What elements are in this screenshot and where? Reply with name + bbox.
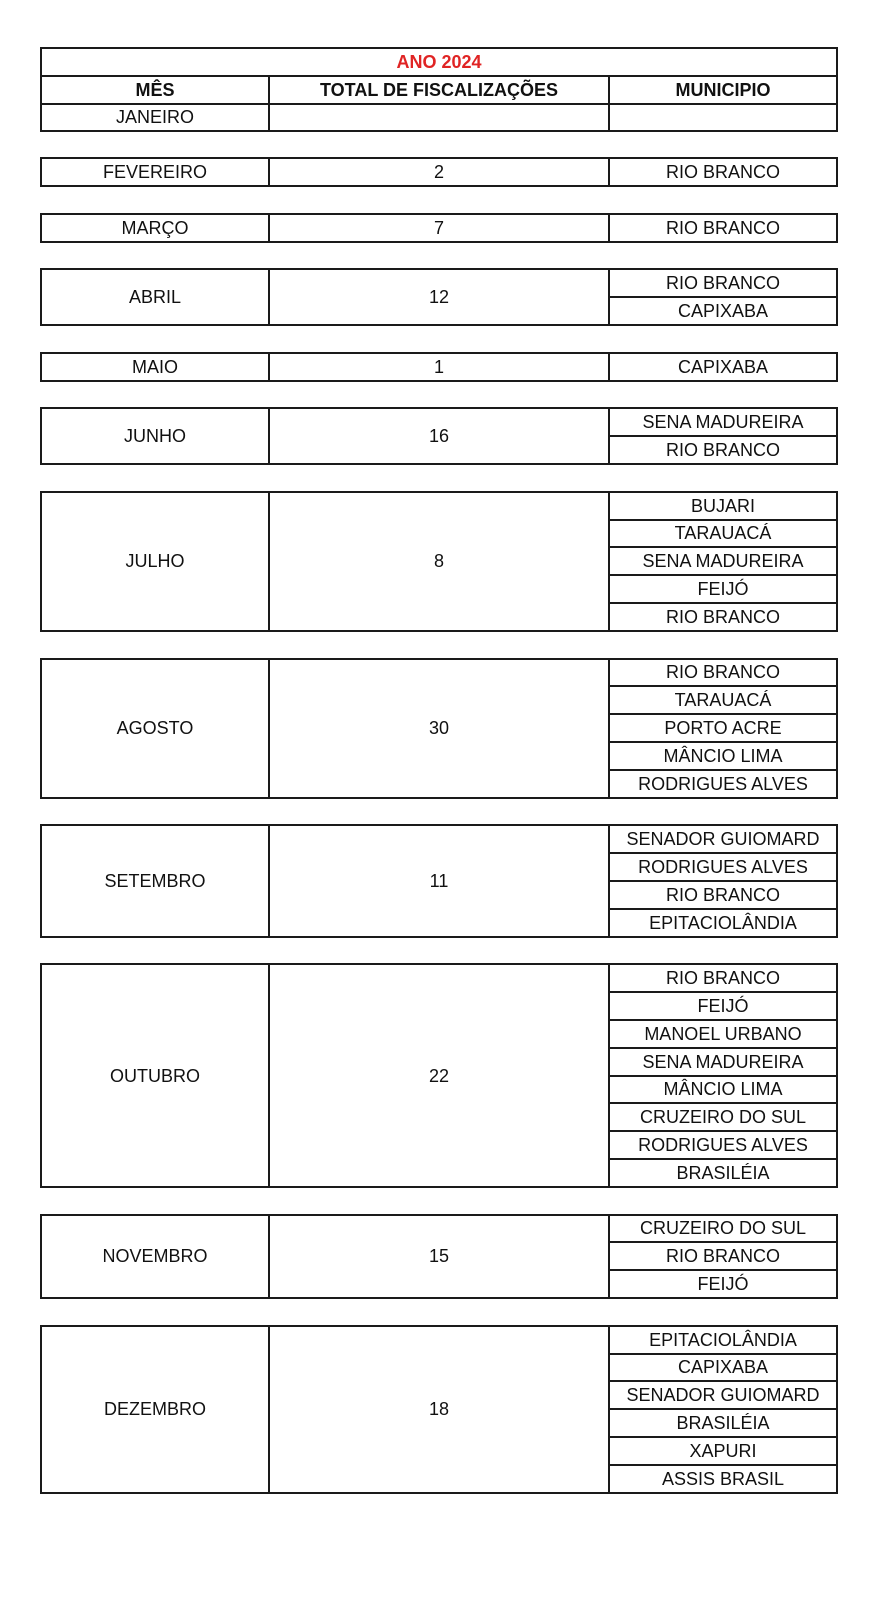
municipality-cell: TARAUACÁ	[608, 519, 838, 549]
municipality-cell: CAPIXABA	[608, 296, 838, 326]
municipality-cell: PORTO ACRE	[608, 713, 838, 743]
municipality-cell: EPITACIOLÂNDIA	[608, 908, 838, 938]
month-cell: MARÇO	[40, 213, 270, 243]
month-cell: OUTUBRO	[40, 963, 270, 1187]
municipality-cell: ASSIS BRASIL	[608, 1464, 838, 1494]
month-cell: ABRIL	[40, 268, 270, 326]
header-total: TOTAL DE FISCALIZAÇÕES	[268, 75, 610, 105]
municipality-cell: RIO BRANCO	[608, 602, 838, 632]
municipality-cell: RIO BRANCO	[608, 213, 838, 243]
month-cell: MAIO	[40, 352, 270, 382]
total-cell: 7	[268, 213, 610, 243]
municipality-cell	[608, 103, 838, 133]
total-cell: 22	[268, 963, 610, 1187]
table-title: ANO 2024	[40, 47, 838, 77]
month-cell: JUNHO	[40, 407, 270, 465]
municipality-cell: RIO BRANCO	[608, 1241, 838, 1271]
municipality-cell: CAPIXABA	[608, 352, 838, 382]
municipality-cell: RIO BRANCO	[608, 658, 838, 688]
month-cell: NOVEMBRO	[40, 1214, 270, 1299]
header-month: MÊS	[40, 75, 270, 105]
municipality-cell: MANOEL URBANO	[608, 1019, 838, 1049]
municipality-cell: SENADOR GUIOMARD	[608, 824, 838, 854]
municipality-cell: FEIJÓ	[608, 574, 838, 604]
municipality-cell: RODRIGUES ALVES	[608, 1130, 838, 1160]
municipality-cell: XAPURI	[608, 1436, 838, 1466]
total-cell	[268, 103, 610, 133]
header-municipality: MUNICIPIO	[608, 75, 838, 105]
municipality-cell: FEIJÓ	[608, 1269, 838, 1299]
municipality-cell: SENA MADUREIRA	[608, 546, 838, 576]
municipality-cell: CRUZEIRO DO SUL	[608, 1214, 838, 1244]
municipality-cell: EPITACIOLÂNDIA	[608, 1325, 838, 1355]
month-cell: SETEMBRO	[40, 824, 270, 937]
total-cell: 12	[268, 268, 610, 326]
municipality-cell: RIO BRANCO	[608, 435, 838, 465]
month-cell: AGOSTO	[40, 658, 270, 799]
municipality-cell: RIO BRANCO	[608, 963, 838, 993]
month-cell: DEZEMBRO	[40, 1325, 270, 1494]
municipality-cell: SENA MADUREIRA	[608, 1047, 838, 1077]
municipality-cell: BRASILÉIA	[608, 1158, 838, 1188]
total-cell: 16	[268, 407, 610, 465]
municipality-cell: RIO BRANCO	[608, 268, 838, 298]
total-cell: 15	[268, 1214, 610, 1299]
municipality-cell: BRASILÉIA	[608, 1408, 838, 1438]
municipality-cell: CAPIXABA	[608, 1353, 838, 1383]
month-cell: JULHO	[40, 491, 270, 632]
municipality-cell: CRUZEIRO DO SUL	[608, 1102, 838, 1132]
municipality-cell: RODRIGUES ALVES	[608, 769, 838, 799]
municipality-cell: TARAUACÁ	[608, 685, 838, 715]
municipality-cell: FEIJÓ	[608, 991, 838, 1021]
month-cell: JANEIRO	[40, 103, 270, 133]
month-cell: FEVEREIRO	[40, 157, 270, 187]
municipality-cell: RIO BRANCO	[608, 880, 838, 910]
municipality-cell: MÂNCIO LIMA	[608, 741, 838, 771]
total-cell: 1	[268, 352, 610, 382]
total-cell: 30	[268, 658, 610, 799]
total-cell: 18	[268, 1325, 610, 1494]
total-cell: 8	[268, 491, 610, 632]
municipality-cell: MÂNCIO LIMA	[608, 1075, 838, 1105]
municipality-cell: SENADOR GUIOMARD	[608, 1380, 838, 1410]
total-cell: 11	[268, 824, 610, 937]
municipality-cell: RIO BRANCO	[608, 157, 838, 187]
municipality-cell: SENA MADUREIRA	[608, 407, 838, 437]
total-cell: 2	[268, 157, 610, 187]
municipality-cell: RODRIGUES ALVES	[608, 852, 838, 882]
municipality-cell: BUJARI	[608, 491, 838, 521]
